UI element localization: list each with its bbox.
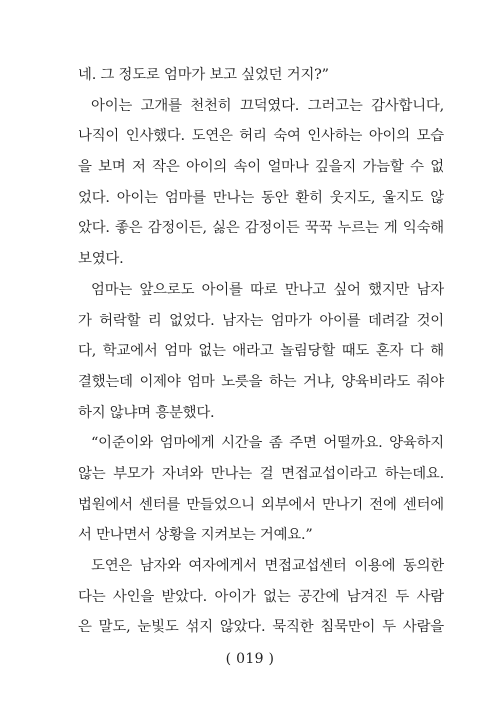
page-number: ( 019 ) (225, 651, 275, 667)
text-line: 않는 부모가 자녀와 만나는 걸 면접교섭이라고 하는데요. (78, 465, 444, 482)
text-line: 결했는데 이제야 엄마 노릇을 하는 거냐, 양육비라도 줘야 (78, 373, 444, 390)
body-text (78, 60, 444, 643)
text-line: 보였다. (78, 251, 124, 268)
text-line: 엄마는 앞으로도 아이를 따로 만나고 싶어 했지만 남자 (91, 281, 444, 298)
text-line: 은 말도, 눈빛도 섞지 않았다. 묵직한 침묵만이 두 사람을 (78, 619, 444, 636)
text-line: 하지 않냐며 흥분했다. (78, 404, 215, 421)
text-line: 서 만나면서 상황을 지켜보는 거예요.” (78, 527, 313, 544)
text-line: “이준이와 엄마에게 시간을 좀 주면 어떨까요. 양육하지 (91, 435, 444, 452)
text-line: 가 허락할 리 없었다. 남자는 엄마가 아이를 데려갈 것이 (78, 312, 444, 329)
text-line: 네. 그 정도로 엄마가 보고 싶었던 거지?” (78, 67, 329, 83)
text-line: 다는 사인을 받았다. 아이가 없는 공간에 남겨진 두 사람 (78, 588, 444, 605)
text-line: 도연은 남자와 여자에게서 면접교섭센터 이용에 동의한 (91, 558, 444, 574)
text-line: 나직이 인사했다. 도연은 허리 숙여 인사하는 아이의 모습 (78, 128, 444, 145)
text-line: 을 보며 저 작은 아이의 속이 얼마나 깊을지 가늠할 수 없 (78, 159, 444, 176)
text-line: 아이는 고개를 천천히 끄덕였다. 그러고는 감사합니다, (91, 97, 444, 114)
text-line: 다, 학교에서 엄마 없는 애라고 놀림당할 때도 혼자 다 해 (78, 343, 444, 360)
text-line: 법원에서 센터를 만들었으니 외부에서 만나기 전에 센터에 (78, 496, 444, 513)
text-line: 았다. 좋은 감정이든, 싫은 감정이든 꾹꾹 누르는 게 익숙해 (78, 220, 444, 237)
text-line: 었다. 아이는 엄마를 만나는 동안 환히 웃지도, 울지도 않 (78, 189, 444, 206)
